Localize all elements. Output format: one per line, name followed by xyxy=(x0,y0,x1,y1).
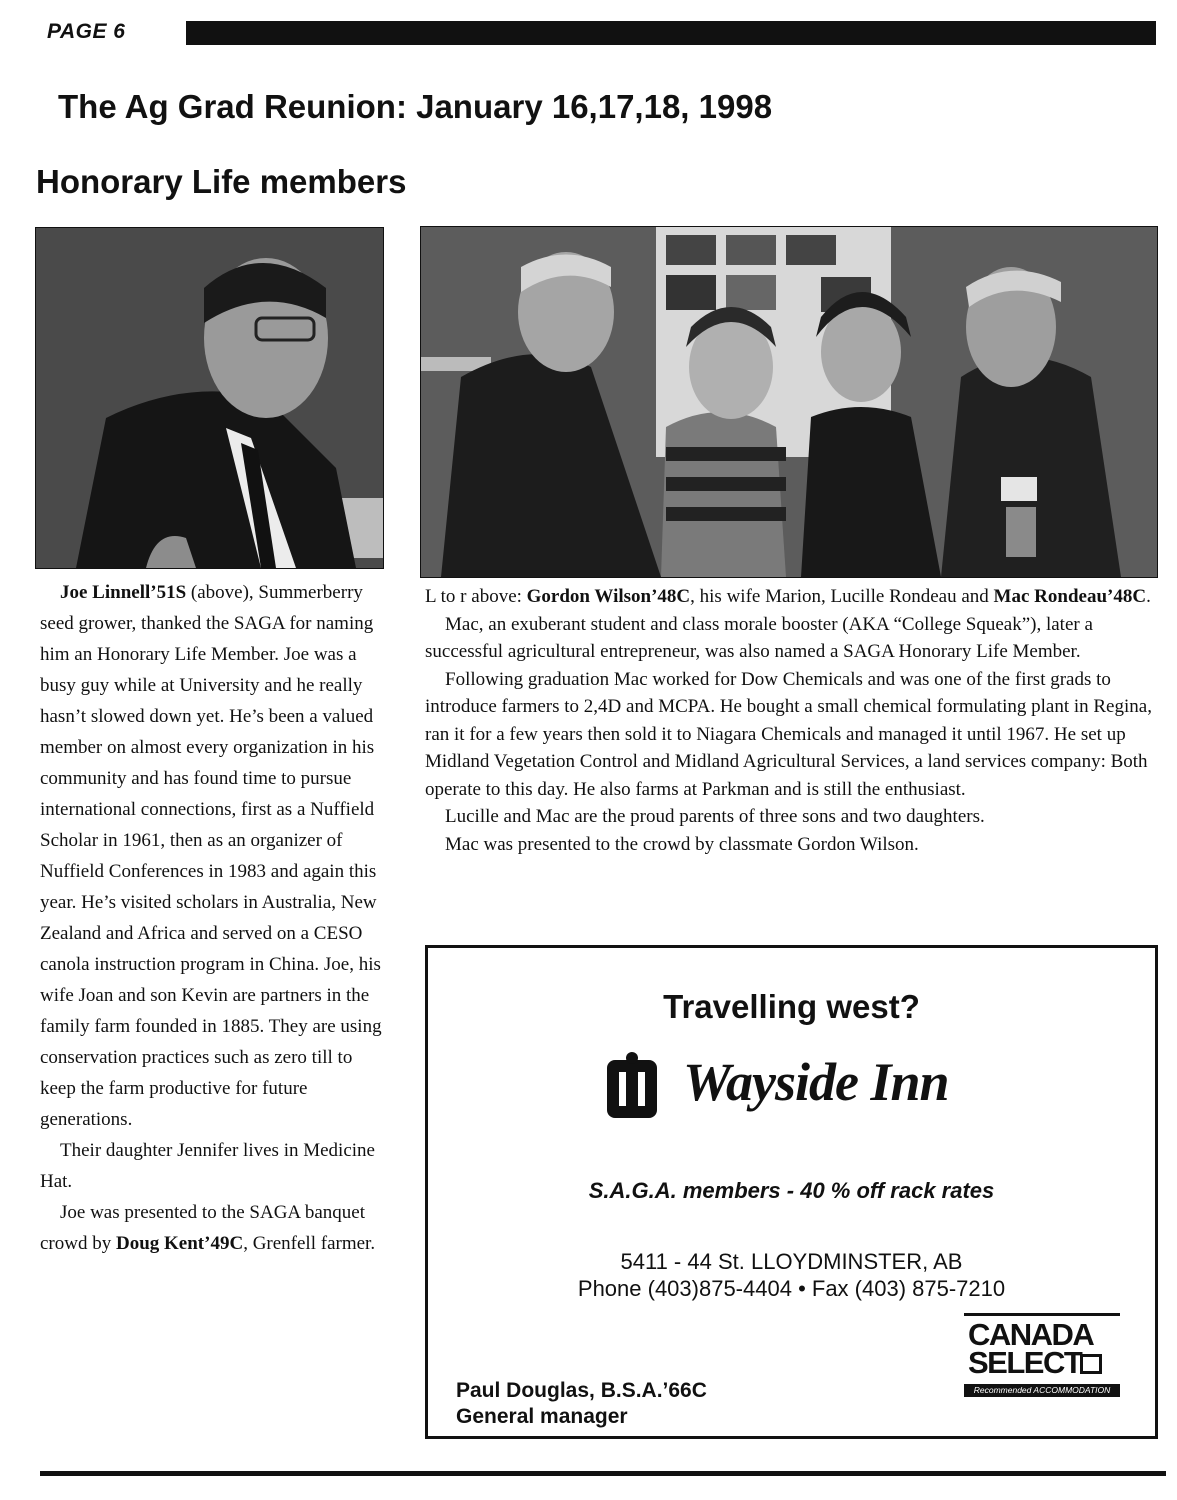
photo-reunion-group xyxy=(420,226,1158,578)
wayside-inn-logo-icon xyxy=(607,1052,657,1118)
paragraph-text: , Grenfell farmer. xyxy=(243,1233,376,1254)
page-title: The Ag Grad Reunion: January 16,17,18, 1998 xyxy=(58,88,773,125)
left-article xyxy=(40,577,385,1259)
person-name: Joe Linnell’51S xyxy=(60,582,187,603)
wayside-inn-advertisement xyxy=(425,945,1158,1439)
header-rule xyxy=(186,21,1156,45)
bed-icon xyxy=(1080,1354,1102,1374)
footer-rule xyxy=(40,1471,1166,1476)
street-address: 5411 - 44 St. LLOYDMINSTER, AB xyxy=(620,1249,963,1274)
photo-joe-linnell xyxy=(35,227,384,569)
page-number-label: PAGE 6 xyxy=(47,20,126,43)
caption-text: . xyxy=(1146,586,1151,607)
paragraph-text: Joe was presented to the SAGA banquet crowd by xyxy=(40,1202,365,1254)
photo-caption xyxy=(425,583,1155,611)
right-article-paragraph-4: Mac was presented to the crowd by classmate Gordon Wilson. xyxy=(445,833,919,855)
logo-tagline: Recommended ACCOMMODATION xyxy=(964,1384,1120,1397)
phone-fax: Phone (403)875-4404 • Fax (403) 875-7210 xyxy=(577,1276,1006,1301)
inn-name: Wayside Inn xyxy=(683,1052,949,1112)
canada-select-logo xyxy=(964,1313,1120,1403)
portrait-photo-graphic xyxy=(36,228,383,568)
person-name: Gordon Wilson’48C xyxy=(526,586,691,607)
person-name: Mac Rondeau’48C xyxy=(993,586,1147,607)
left-article-paragraph-3 xyxy=(40,1197,385,1259)
section-title: Honorary Life members xyxy=(36,163,407,200)
contact-address xyxy=(428,1248,1155,1302)
caption-text: L to r above: xyxy=(425,586,527,607)
right-article-paragraph-3: Lucille and Mac are the proud parents of three sons and two daughters. xyxy=(445,806,985,827)
left-article-paragraph-2: Their daughter Jennifer lives in Medicine Hat. xyxy=(40,1140,375,1192)
manager-name: Paul Douglas, B.S.A.’66C xyxy=(456,1379,707,1402)
person-name: Doug Kent’49C xyxy=(115,1233,244,1254)
caption-text: , his wife Marion, Lucille Rondeau and xyxy=(690,586,994,607)
left-article-paragraph-1 xyxy=(40,577,385,1135)
right-article-paragraph-2: Following graduation Mac worked for Dow Chemicals and was one of the first grads to introduce farmers to 2,4D and MCPA. He bought a small chemical formulating plant in Regina, ran it for a few years then sold it to Niagara Chemicals and managed it until 1967. He set up Midland Vegetation Control and Midland Agricultural Services, a land services company: Both operate to this day. He also farms at Parkman and is still the enthusiast. xyxy=(425,668,1152,800)
logo-select-text: SELECT xyxy=(968,1345,1082,1380)
right-article xyxy=(425,583,1155,858)
member-offer: S.A.G.A. members - 40 % off rack rates xyxy=(588,1178,995,1203)
group-photo-graphic xyxy=(421,227,1157,577)
manager-title: General manager xyxy=(456,1405,628,1428)
paragraph-text: (above), Summerberry seed grower, thanked the SAGA for naming him an Honorary Life Member. Joe was a busy guy while at University and he really hasn’t slowed down yet. He’s been a valued member on almost every organization in his community and has found time to pursue international connections, first as a Nuffield Scholar in 1961, then as an organizer of Nuffield Conferences in 1983 and again this year. He’s visited scholars in Australia, New Zealand and Africa and served on a CESO canola instruction program in China. Joe, his wife Joan and son Kevin are partners in the family farm founded in 1885. They are using conservation practices such as zero till to keep the farm productive for future generations. xyxy=(40,582,382,1130)
logo-rule xyxy=(964,1313,1120,1316)
right-article-paragraph-1: Mac, an exuberant student and class morale booster (AKA “College Squeak”), later a successful agricultural entrepreneur, was also named a SAGA Honorary Life Member. xyxy=(425,613,1093,662)
logo-canada-text: CANADA xyxy=(968,1317,1094,1352)
ad-heading: Travelling west? xyxy=(663,988,920,1025)
